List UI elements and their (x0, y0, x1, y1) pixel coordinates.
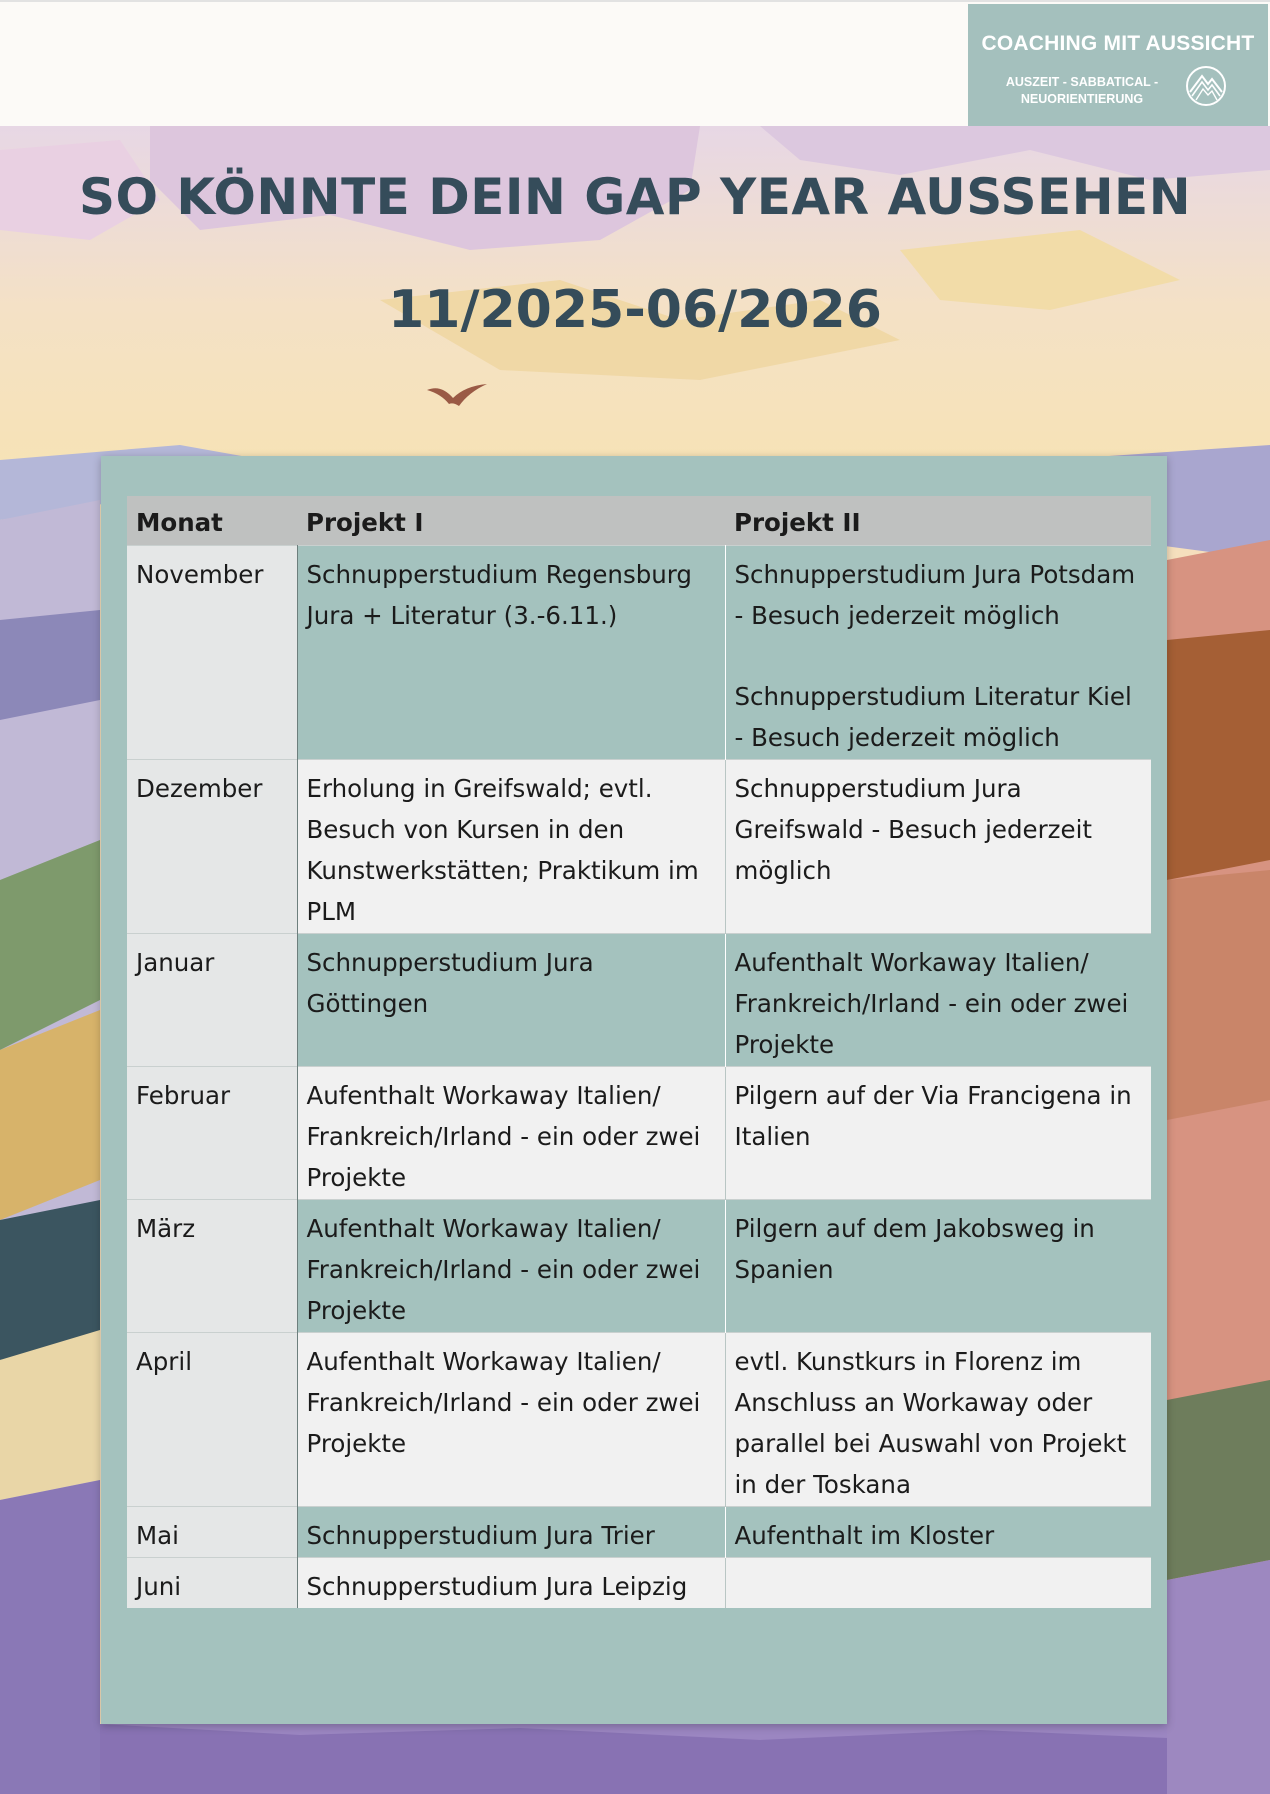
project-2-cell (725, 1558, 1151, 1609)
brand-logo-block[interactable] (968, 4, 1268, 126)
table-row (127, 546, 1151, 760)
table-row (127, 934, 1151, 1067)
project-1-cell: Schnupperstudium Jura Trier (297, 1507, 725, 1558)
bird-icon (425, 380, 489, 410)
column-header-project-1: Projekt I (297, 496, 725, 546)
month-cell: Januar (127, 934, 297, 1067)
brand-subtitle: AUSZEIT - SABBATICAL - NEUORIENTIERUNG (1005, 75, 1159, 106)
month-cell: November (127, 546, 297, 760)
project-2-entry: Schnupperstudium Literatur Kiel - Besuch jederzeit möglich (734, 682, 1132, 752)
month-cell: März (127, 1200, 297, 1333)
schedule-panel (101, 456, 1167, 1724)
month-cell: Juni (127, 1558, 297, 1609)
gap-year-schedule-table (127, 496, 1151, 1608)
project-1-cell: Aufenthalt Workaway Italien/ Frankreich/Irland - ein oder zwei Projekte (297, 1200, 725, 1333)
table-row (127, 760, 1151, 934)
table-row (127, 1507, 1151, 1558)
entry-spacer (735, 636, 1143, 676)
project-2-cell: Pilgern auf der Via Francigena in Italien (725, 1067, 1151, 1200)
project-2-cell: Aufenthalt im Kloster (725, 1507, 1151, 1558)
project-2-cell: Aufenthalt Workaway Italien/ Frankreich/Irland - ein oder zwei Projekte (725, 934, 1151, 1067)
page-title: SO KÖNNTE DEIN GAP YEAR AUSSEHEN (78, 168, 1192, 226)
table-row (127, 1333, 1151, 1507)
month-cell: Mai (127, 1507, 297, 1558)
project-1-cell: Schnupperstudium Regensburg Jura + Literatur (3.-6.11.) (297, 546, 725, 760)
mountain-line-logo-icon (1184, 64, 1228, 108)
month-cell: Dezember (127, 760, 297, 934)
project-1-cell: Erholung in Greifswald; evtl. Besuch von Kursen in den Kunstwerkstätten; Praktikum im PLM (297, 760, 725, 934)
project-1-cell: Schnupperstudium Jura Göttingen (297, 934, 725, 1067)
date-range-subtitle: 11/2025-06/2026 (388, 280, 882, 340)
project-2-entry: Schnupperstudium Jura Potsdam - Besuch jederzeit möglich (734, 560, 1136, 630)
project-2-cell: Schnupperstudium Jura Greifswald - Besuch jederzeit möglich (725, 760, 1151, 934)
column-header-month: Monat (127, 496, 297, 546)
project-2-cell: Pilgern auf dem Jakobsweg in Spanien (725, 1200, 1151, 1333)
table-row (127, 1067, 1151, 1200)
project-1-cell: Aufenthalt Workaway Italien/ Frankreich/Irland - ein oder zwei Projekte (297, 1333, 725, 1507)
project-1-cell: Aufenthalt Workaway Italien/ Frankreich/Irland - ein oder zwei Projekte (297, 1067, 725, 1200)
table-header-row (127, 496, 1151, 546)
table-row (127, 1200, 1151, 1333)
project-1-cell: Schnupperstudium Jura Leipzig (297, 1558, 725, 1609)
month-cell: April (127, 1333, 297, 1507)
project-2-cell: evtl. Kunstkurs in Florenz im Anschluss an Workaway oder parallel bei Auswahl von Projekt in der Toskana (725, 1333, 1151, 1507)
table-row (127, 1558, 1151, 1609)
column-header-project-2: Projekt II (725, 496, 1151, 546)
brand-title: COACHING MIT AUSSICHT (981, 32, 1255, 55)
month-cell: Februar (127, 1067, 297, 1200)
project-2-cell (725, 546, 1151, 760)
